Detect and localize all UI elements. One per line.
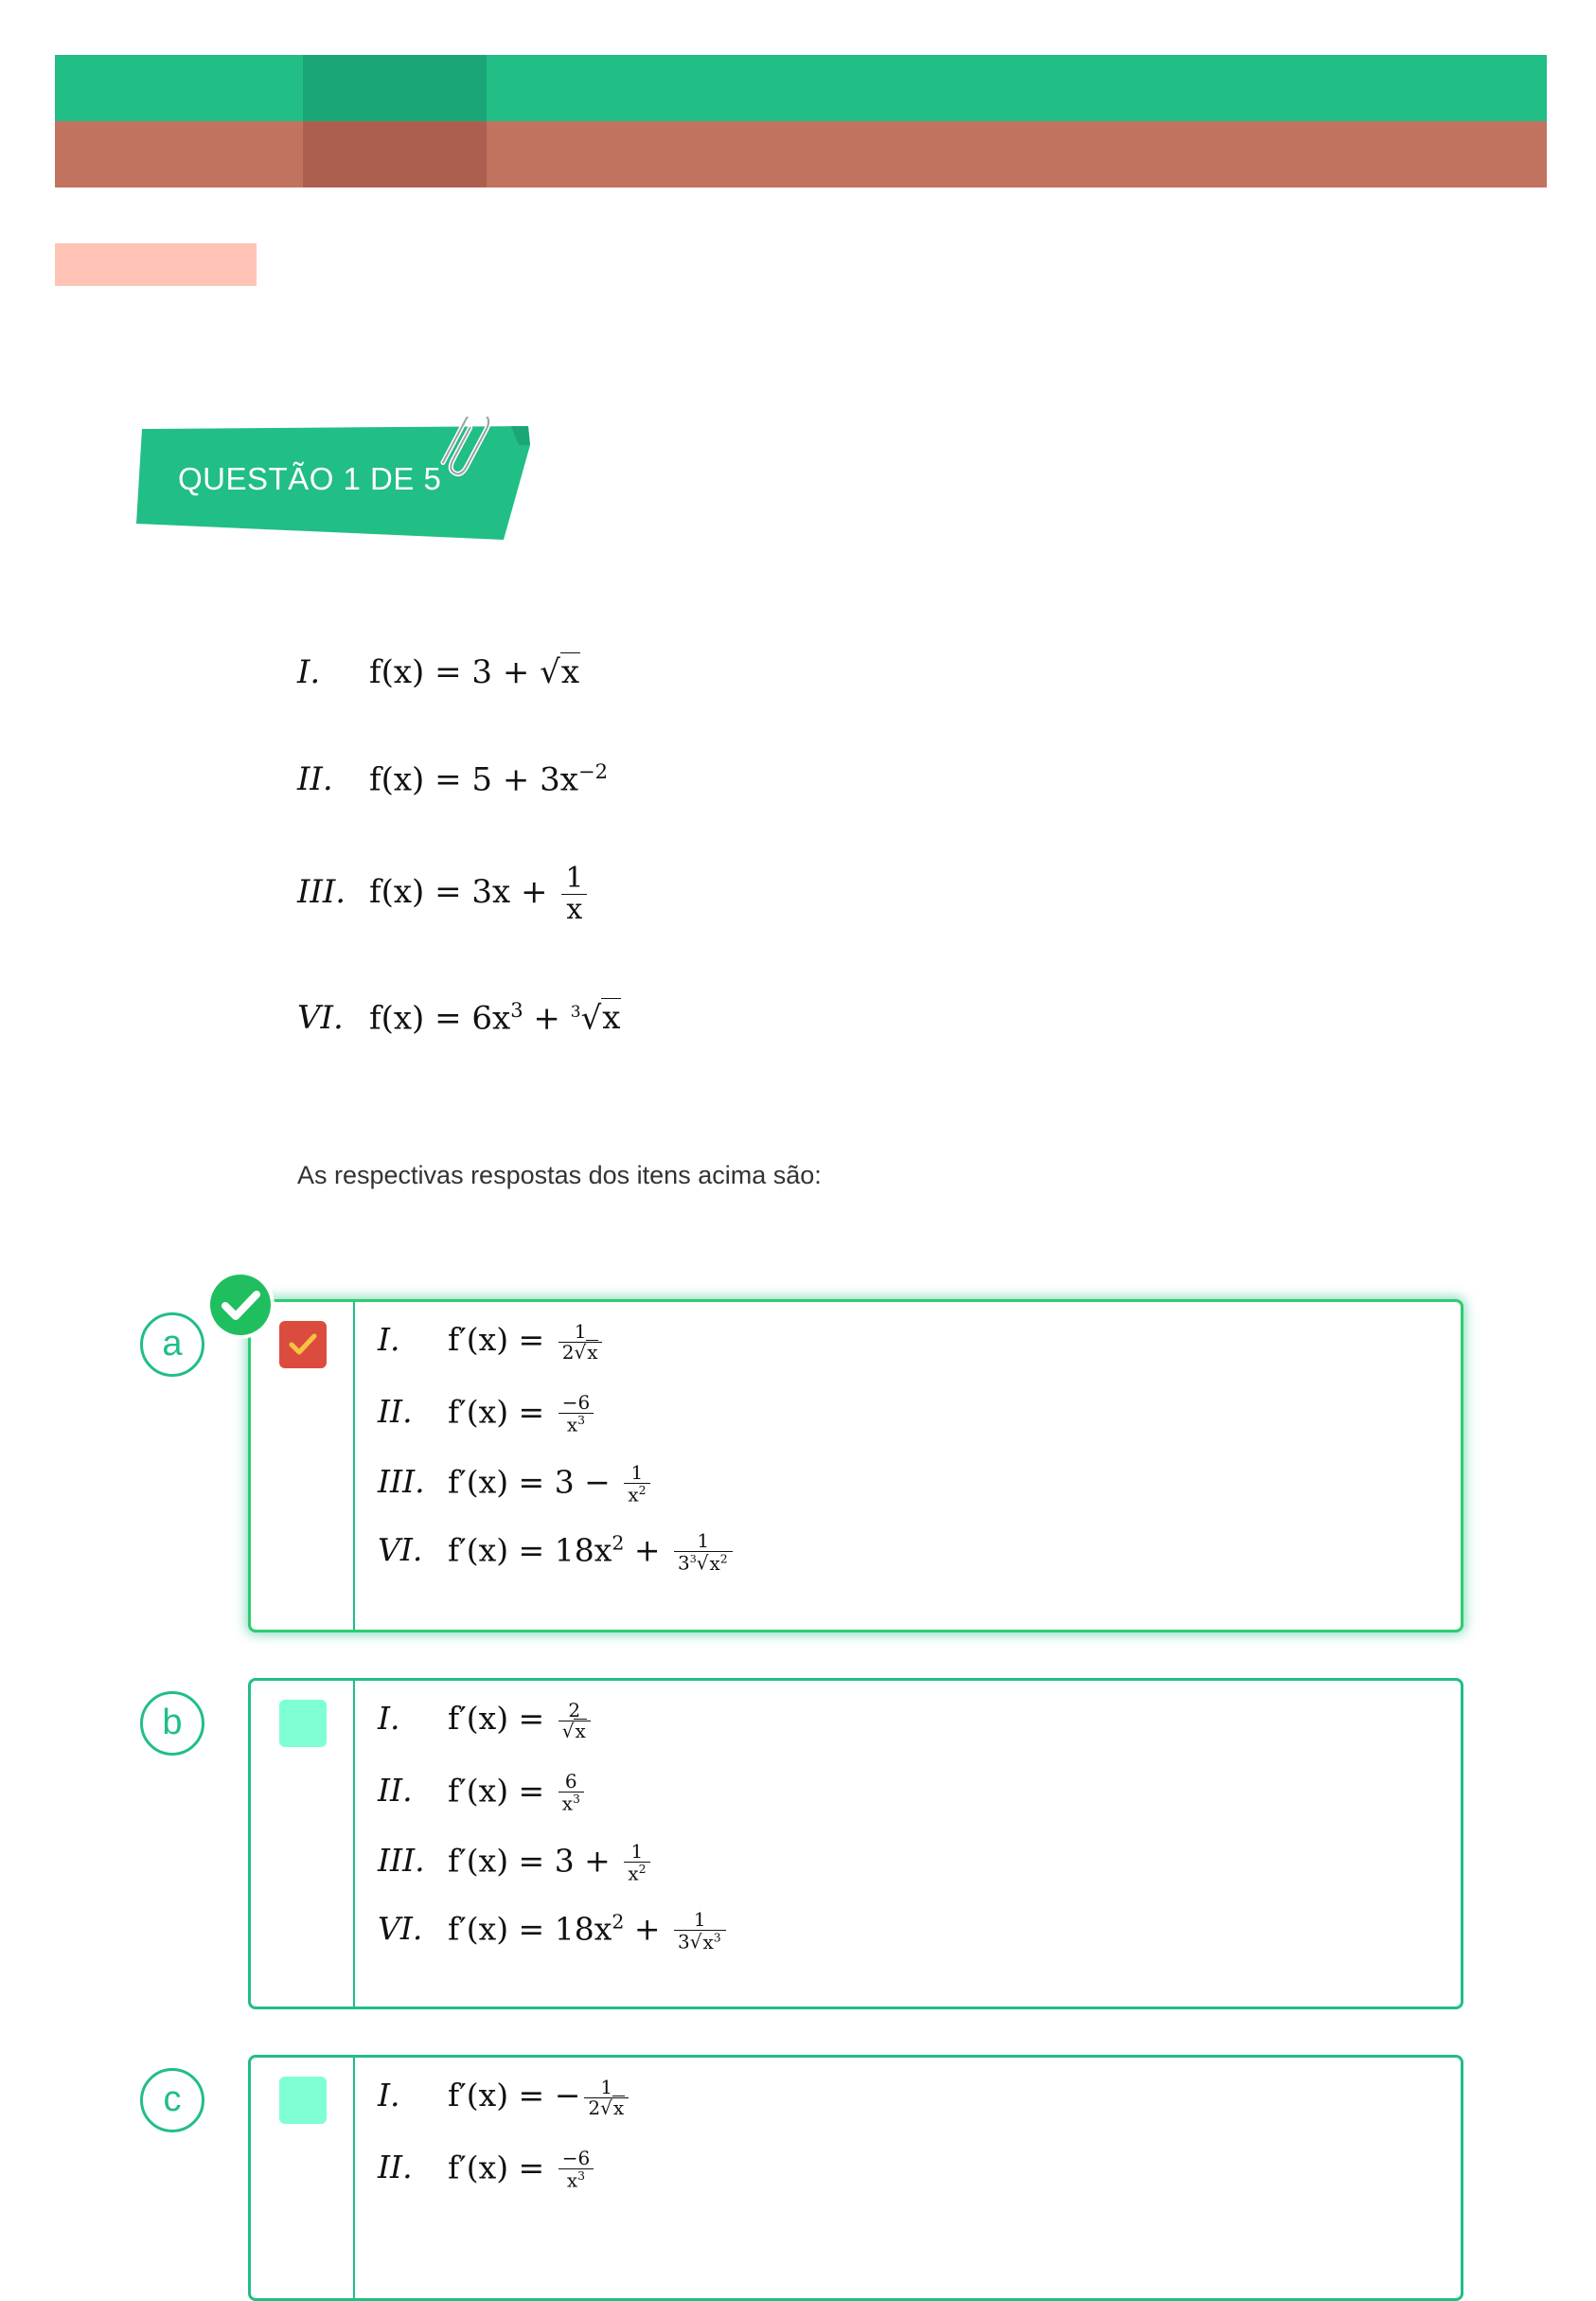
line-fraction: $\frac{2}{√x}$ (559, 1701, 591, 1741)
line-expression: f′(x) = (448, 2149, 555, 2186)
option-a-letter[interactable]: a (140, 1312, 204, 1377)
option-c-checkbox[interactable] (279, 2077, 327, 2124)
line-expression: f′(x) = − (448, 2077, 581, 2114)
line-roman: VI. (378, 1531, 423, 1569)
line-fraction: $\frac{1}{x^2}$ (624, 1463, 649, 1506)
statement-exponent: 3 (510, 998, 523, 1022)
question-prompt: As respectivas respostas dos itens acima são: (297, 1161, 822, 1189)
option-b-line-4 (378, 1910, 730, 1953)
progress-tag (55, 243, 257, 286)
option-c-card[interactable] (248, 2055, 1463, 2301)
line-fraction: $\frac{6}{x^3}$ (559, 1772, 584, 1814)
option-b-letter[interactable]: b (140, 1691, 204, 1756)
line-roman: I. (378, 1700, 400, 1737)
line-roman: I. (378, 1321, 400, 1358)
statement-radicand: x (602, 999, 621, 1038)
statement-radicand: x (560, 653, 579, 691)
option-b-card[interactable] (248, 1678, 1463, 2009)
line-fraction: $\frac{1}{2√x}$ (559, 1322, 603, 1363)
option-a-line-3 (378, 1463, 654, 1506)
line-fraction: $\frac{-6}{x^3}$ (559, 2149, 594, 2191)
option-a-line-2 (378, 1393, 597, 1436)
statement-roman: VI. (297, 999, 344, 1038)
statement-expression: f(x) = 3x + (369, 873, 559, 911)
option-a-line-1 (378, 1321, 606, 1363)
statement-fraction: $\frac{1}{x}$ (561, 864, 587, 924)
line-expression: f′(x) = (448, 1321, 555, 1358)
option-c-letter[interactable]: c (140, 2068, 204, 2132)
line-exponent: 2 (612, 1910, 625, 1934)
line-fraction: $\frac{1}{x^2}$ (624, 1842, 649, 1884)
line-operator: + (624, 1531, 670, 1569)
question-banner (133, 417, 549, 549)
statement-operator: + (523, 999, 571, 1038)
line-expression: f′(x) = 18x (448, 1910, 612, 1948)
header-bar-green (55, 55, 1547, 121)
correct-check-icon (204, 1269, 276, 1341)
line-fraction: $\frac{1}{3√x^3}$ (674, 1910, 726, 1953)
option-a-card[interactable] (248, 1299, 1463, 1632)
header-bar-green-segment (303, 55, 487, 121)
statement-expression: f(x) = 3 + (369, 653, 541, 691)
header-bar-red-segment (303, 121, 487, 187)
statement-1: I. f(x) = 3 + √x (297, 653, 579, 691)
root-index: 3 (570, 1003, 581, 1022)
line-operator: + (624, 1910, 670, 1948)
option-b-line-3 (378, 1842, 654, 1884)
line-expression: f′(x) = (448, 1393, 555, 1431)
statement-exponent: −2 (577, 759, 609, 783)
statement-4: VI. $f(x) = 6x^3 + ^3√x$ (297, 998, 621, 1038)
line-roman: VI. (378, 1910, 423, 1948)
option-a-line-4 (378, 1531, 736, 1574)
line-roman: I. (378, 2077, 400, 2114)
line-roman: III. (378, 1463, 425, 1501)
option-a-checkbox[interactable] (279, 1321, 327, 1368)
statement-roman: II. (297, 760, 333, 799)
check-icon (289, 1332, 317, 1357)
statement-3 (297, 864, 591, 924)
statement-expression: f(x) = 6x (369, 999, 511, 1038)
statement-expression: f(x) = 5 + 3x (369, 760, 578, 799)
line-expression: f′(x) = 18x (448, 1531, 612, 1569)
statement-roman: I. (297, 653, 321, 691)
option-c-line-2 (378, 2149, 597, 2191)
line-expression: f′(x) = (448, 1772, 555, 1810)
option-divider (353, 1681, 355, 2007)
line-fraction: $\frac{1}{3^3√x^2}$ (674, 1531, 733, 1574)
line-roman: II. (378, 1393, 413, 1431)
option-b-line-1 (378, 1700, 594, 1741)
header-bar-red (55, 121, 1547, 187)
line-expression: f′(x) = (448, 1700, 555, 1737)
option-divider (353, 2058, 355, 2298)
line-roman: II. (378, 2149, 413, 2186)
line-roman: III. (378, 1842, 425, 1880)
line-fraction: $\frac{1}{2√x}$ (584, 2078, 629, 2118)
line-expression: f′(x) = 3 − (448, 1463, 621, 1501)
line-exponent: 2 (612, 1531, 625, 1555)
line-expression: f′(x) = 3 + (448, 1842, 621, 1880)
statement-roman: III. (297, 873, 346, 911)
option-c-line-1 (378, 2077, 632, 2118)
statement-2 (297, 759, 608, 798)
option-divider (353, 1302, 355, 1630)
line-fraction: $\frac{-6}{x^3}$ (559, 1393, 594, 1436)
question-title: QUESTÃO 1 DE 5 (178, 461, 442, 496)
option-b-checkbox[interactable] (279, 1700, 327, 1747)
option-b-line-2 (378, 1772, 588, 1814)
line-roman: II. (378, 1772, 413, 1810)
